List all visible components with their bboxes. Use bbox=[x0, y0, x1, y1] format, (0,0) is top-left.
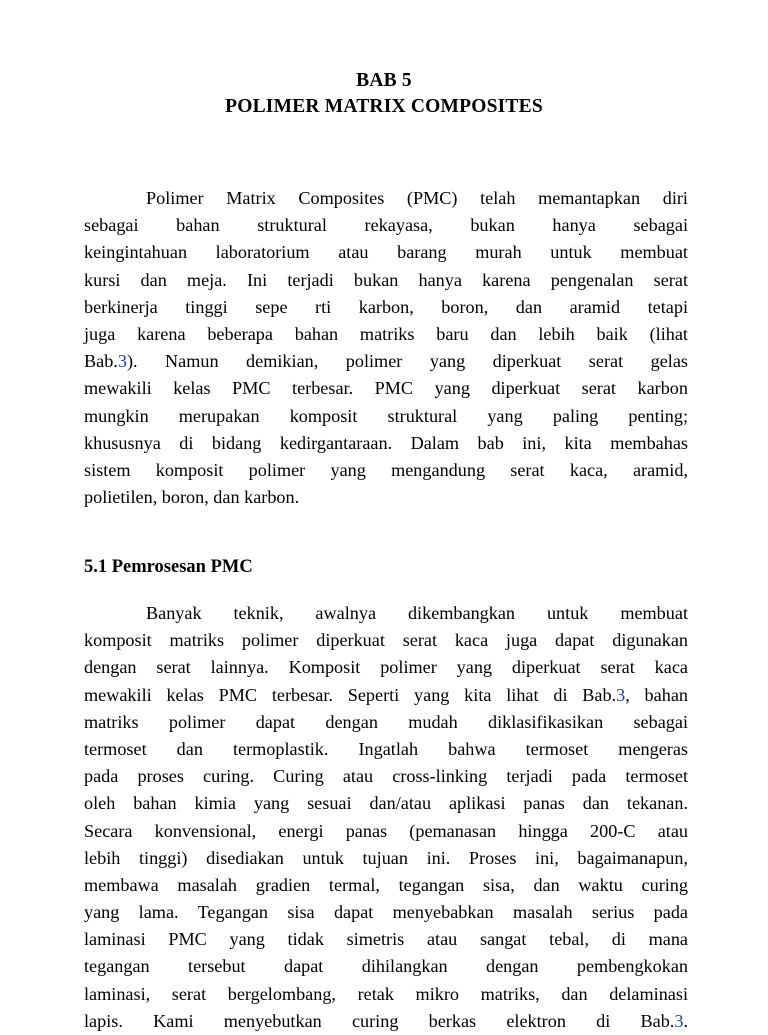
paragraph-line-with-reference bbox=[84, 682, 688, 709]
paragraph-line: termoset dan termoplastik. Ingatlah bahwa termoset mengeras bbox=[84, 738, 688, 759]
paragraph-line: Secara konvensional, energi panas (pemanasan hingga 200-C atau bbox=[84, 820, 688, 841]
paragraph-line: matriks polimer dapat dengan mudah diklasifikasikan sebagai bbox=[84, 711, 688, 732]
paragraph-line: membawa masalah gradien termal, tegangan sisa, dan waktu curing bbox=[84, 874, 688, 895]
paragraph-line: juga karena beberapa bahan matriks baru dan lebih baik (lihat bbox=[84, 323, 688, 344]
paragraph-text: lapis. Kami menyebutkan curing berkas elektron di Bab. bbox=[84, 1010, 675, 1031]
paragraph-line: khususnya di bidang kedirgantaraan. Dalam bab ini, kita membahas bbox=[84, 432, 688, 453]
paragraph-line: lebih tinggi) disediakan untuk tujuan ini. Proses ini, bagaimanapun, bbox=[84, 847, 688, 868]
paragraph-line: laminasi PMC yang tidak simetris atau sangat tebal, di mana bbox=[84, 929, 688, 950]
paragraph-text: , bahan bbox=[625, 684, 688, 705]
paragraph-line: tegangan tersebut dapat dihilangkan dengan pembengkokan bbox=[84, 956, 688, 977]
chapter-title: POLIMER MATRIX COMPOSITES bbox=[225, 96, 543, 117]
chapter-reference-link[interactable]: 3 bbox=[674, 1010, 684, 1031]
paragraph-line: yang lama. Tegangan sisa dapat menyebabkan masalah serius pada bbox=[84, 902, 688, 923]
paragraph-line: dengan serat lainnya. Komposit polimer yang diperkuat serat kaca bbox=[84, 657, 688, 678]
section-heading: 5.1 Pemrosesan PMC bbox=[84, 557, 253, 577]
paragraph-line: sebagai bahan struktural rekayasa, bukan hanya sebagai bbox=[84, 215, 688, 236]
paragraph-line: komposit matriks polimer diperkuat serat kaca juga dapat digunakan bbox=[84, 630, 688, 651]
paragraph-line: sistem komposit polimer yang mengandung serat kaca, aramid, bbox=[84, 459, 688, 480]
intro-paragraph bbox=[84, 185, 688, 511]
paragraph-line: berkinerja tinggi sepe rti karbon, boron, dan aramid tetapi bbox=[84, 296, 688, 317]
paragraph-line-with-reference bbox=[84, 1008, 688, 1035]
processing-paragraph bbox=[84, 600, 688, 1035]
paragraph-line: polietilen, boron, dan karbon. bbox=[84, 487, 300, 508]
paragraph-line: mungkin merupakan komposit struktural yang paling penting; bbox=[84, 405, 688, 426]
chapter-number: BAB 5 bbox=[356, 70, 412, 91]
paragraph-line: oleh bahan kimia yang sesuai dan/atau aplikasi panas dan tekanan. bbox=[84, 793, 688, 814]
paragraph-line: mewakili kelas PMC terbesar. PMC yang diperkuat serat karbon bbox=[84, 378, 688, 399]
paragraph-line: kursi dan meja. Ini terjadi bukan hanya karena pengenalan serat bbox=[84, 269, 688, 290]
paragraph-text: ). Namun demikian, polimer yang diperkuat serat gelas bbox=[126, 351, 688, 372]
paragraph-line: keingintahuan laboratorium atau barang murah untuk membuat bbox=[84, 242, 688, 263]
paragraph-text: . bbox=[683, 1010, 688, 1031]
paragraph-line: pada proses curing. Curing atau cross-linking terjadi pada termoset bbox=[84, 766, 688, 787]
paragraph-line: Polimer Matrix Composites (PMC) telah memantapkan diri bbox=[146, 188, 688, 208]
paragraph-line: Banyak teknik, awalnya dikembangkan untuk membuat bbox=[146, 603, 688, 623]
paragraph-line-with-reference bbox=[84, 348, 688, 375]
paragraph-text: mewakili kelas PMC terbesar. Seperti yang kita lihat di Bab. bbox=[84, 684, 617, 705]
paragraph-text: Bab. bbox=[84, 351, 118, 372]
paragraph-line: laminasi, serat bergelombang, retak mikro matriks, dan delaminasi bbox=[84, 983, 688, 1004]
chapter-reference-link[interactable]: 3 bbox=[117, 351, 127, 372]
chapter-reference-link[interactable]: 3 bbox=[616, 684, 626, 705]
